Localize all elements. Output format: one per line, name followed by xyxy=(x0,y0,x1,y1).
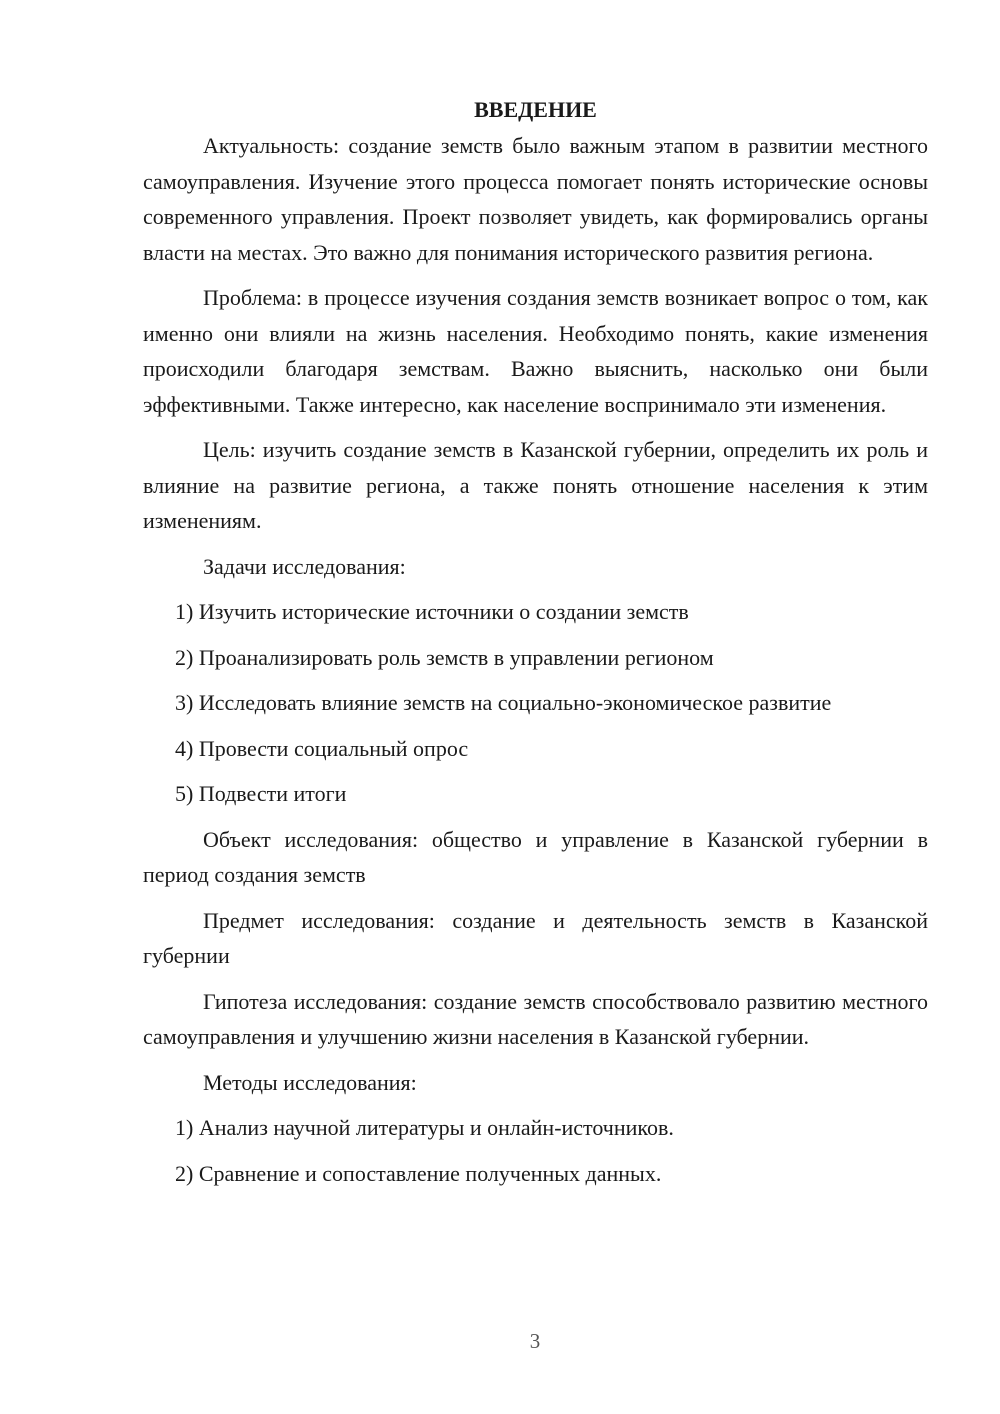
task-item-2: 2) Проанализировать роль земств в управлении регионом xyxy=(175,644,714,670)
methods-label: Методы исследования: xyxy=(203,1069,417,1095)
goal-paragraph: Цель: изучить создание земств в Казанской губернии, определить их роль и влияние на развитие региона, а также понять отношение населения к этим изменениям. xyxy=(143,437,928,533)
page-title: ВВЕДЕНИЕ xyxy=(474,97,597,122)
problem-paragraph: Проблема: в процессе изучения создания земств возникает вопрос о том, как именно они влияли на жизнь населения. Необходимо понять, какие изменения происходили благодаря земствам. Важно выяснить, насколько они были эффективными. Также интересно, как население воспринимало эти изменения. xyxy=(143,285,928,417)
subject-paragraph: Предмет исследования: создание и деятельность земств в Казанской губернии xyxy=(143,907,928,968)
task-item-4: 4) Провести социальный опрос xyxy=(175,735,469,761)
task-item-3: 3) Исследовать влияние земств на социально-экономическое развитие xyxy=(175,690,832,715)
object-paragraph: Объект исследования: общество и управление в Казанской губернии в период создания земств xyxy=(143,826,928,887)
relevance-paragraph: Актуальность: создание земств было важным этапом в развитии местного самоуправления. Изучение этого процесса помогает понять исторические основы современного управления. Проект позволяет увидеть, как формировались органы власти на местах. Это важно для понимания исторического развития региона. xyxy=(143,133,928,265)
tasks-label: Задачи исследования: xyxy=(203,553,406,579)
method-item-1: 1) Анализ научной литературы и онлайн-источников. xyxy=(175,1115,674,1140)
hypothesis-paragraph: Гипотеза исследования: создание земств способствовало развитию местного самоуправления и улучшению жизни населения в Казанской губернии. xyxy=(143,988,928,1049)
method-item-2: 2) Сравнение и сопоставление полученных данных. xyxy=(175,1160,662,1186)
document-page xyxy=(143,92,928,1201)
page-number: 3 xyxy=(529,1329,541,1353)
task-item-1: 1) Изучить исторические источники о создании земств xyxy=(175,599,689,624)
task-item-5: 5) Подвести итоги xyxy=(175,781,347,806)
